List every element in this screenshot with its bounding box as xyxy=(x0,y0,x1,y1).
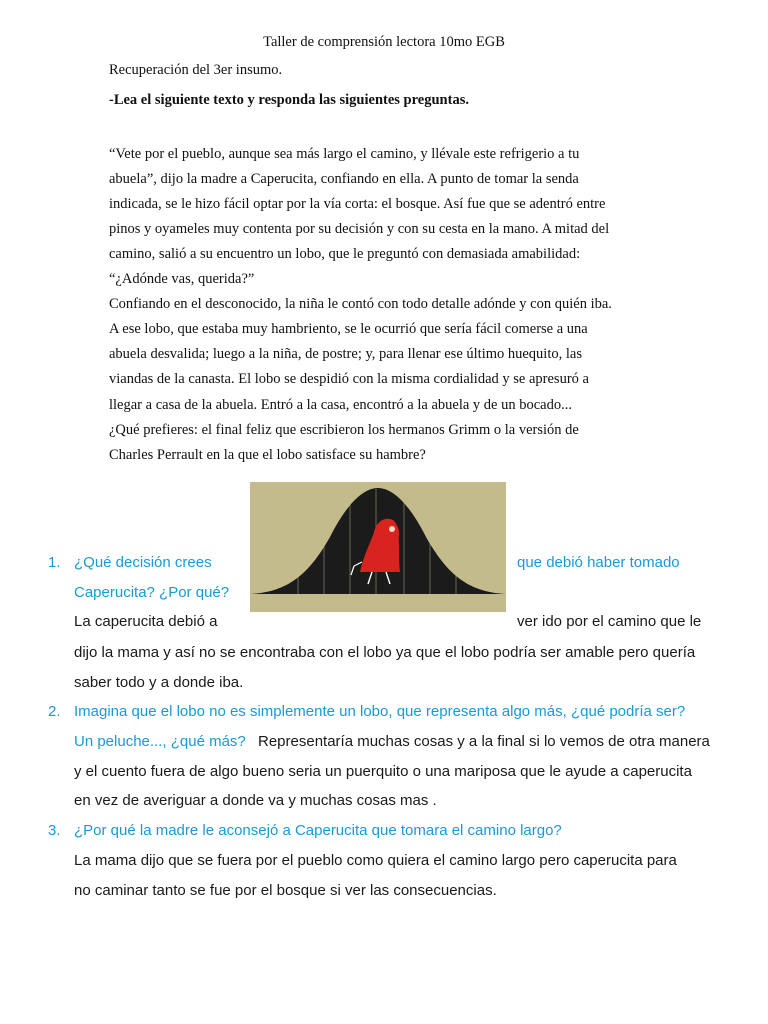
passage-line: “Vete por el pueblo, aunque sea más largo el camino, y llévale este refrigerio a tu xyxy=(109,146,580,162)
passage-line: indicada, se le hizo fácil optar por la vía corta: el bosque. Así fue que se adentró entre xyxy=(109,196,606,212)
answer-2-line3: en vez de averiguar a donde va y muchas cosas mas . xyxy=(74,792,437,809)
question-1-text-end: que debió haber tomado xyxy=(517,554,680,571)
answer-1-line3: saber todo y a donde iba. xyxy=(74,674,244,691)
passage-line: ¿Qué prefieres: el final feliz que escribieron los hermanos Grimm o la versión de xyxy=(109,422,579,438)
document-title: Taller de comprensión lectora 10mo EGB xyxy=(263,34,505,50)
answer-2-line2: y el cuento fuera de algo bueno seria un puerquito o una mariposa que le ayude a caperucita xyxy=(74,763,692,780)
passage-line: “¿Adónde vas, querida?” xyxy=(109,271,255,287)
passage-line: abuela”, dijo la madre a Caperucita, confiando en ella. A punto de tomar la senda xyxy=(109,171,579,187)
passage-line: A ese lobo, que estaba muy hambriento, se le ocurrió que sería fácil comerse a una xyxy=(109,321,588,337)
red-riding-hood-illustration xyxy=(250,482,506,612)
answer-1-line2: dijo la mama y así no se encontraba con el lobo ya que el lobo podría ser amable pero quería xyxy=(74,644,696,661)
passage-line: Charles Perrault en la que el lobo satisface su hambre? xyxy=(109,447,426,463)
question-2-text-line2: Un peluche..., ¿qué más? xyxy=(74,733,246,750)
question-2-number: 2. xyxy=(48,703,61,720)
answer-2-inline: Representaría muchas cosas y a la final si lo vemos de otra manera xyxy=(258,733,710,750)
answer-1-start: La caperucita debió a xyxy=(74,613,218,630)
question-1-text-line2: Caperucita? ¿Por qué? xyxy=(74,584,230,601)
passage-line: pinos y oyameles muy contenta por su decisión y con su cesta en la mano. A mitad del xyxy=(109,221,610,237)
passage-line: llegar a casa de la abuela. Entró a la casa, encontró a la abuela y de un bocado... xyxy=(109,397,572,413)
passage-line: Confiando en el desconocido, la niña le contó con todo detalle adónde y con quién iba. xyxy=(109,296,612,312)
question-2-text: Imagina que el lobo no es simplemente un lobo, que representa algo más, ¿qué podría ser? xyxy=(74,703,686,720)
passage-line: camino, salió a su encuentro un lobo, que le preguntó con demasiada amabilidad: xyxy=(109,246,581,262)
document-subtitle: Recuperación del 3er insumo. xyxy=(109,62,283,78)
passage-line: abuela desvalida; luego a la niña, de postre; y, para llenar ese último huequito, las xyxy=(109,346,582,362)
question-3-number: 3. xyxy=(48,822,61,839)
answer-3-line1: La mama dijo que se fuera por el pueblo como quiera el camino largo pero caperucita para xyxy=(74,852,677,869)
instruction: -Lea el siguiente texto y responda las siguientes preguntas. xyxy=(109,92,469,108)
question-1-number: 1. xyxy=(48,554,61,571)
answer-3-line2: no caminar tanto se fue por el bosque si ver las consecuencias. xyxy=(74,882,497,899)
question-3-text: ¿Por qué la madre le aconsejó a Caperucita que tomara el camino largo? xyxy=(74,822,562,839)
forest-hood-picture xyxy=(250,482,506,612)
answer-1-end: ver ido por el camino que le xyxy=(517,613,702,630)
passage-line: viandas de la canasta. El lobo se despidió con la misma cordialidad y se apresuró a xyxy=(109,371,589,387)
question-1-text-start: ¿Qué decisión crees xyxy=(74,554,212,571)
